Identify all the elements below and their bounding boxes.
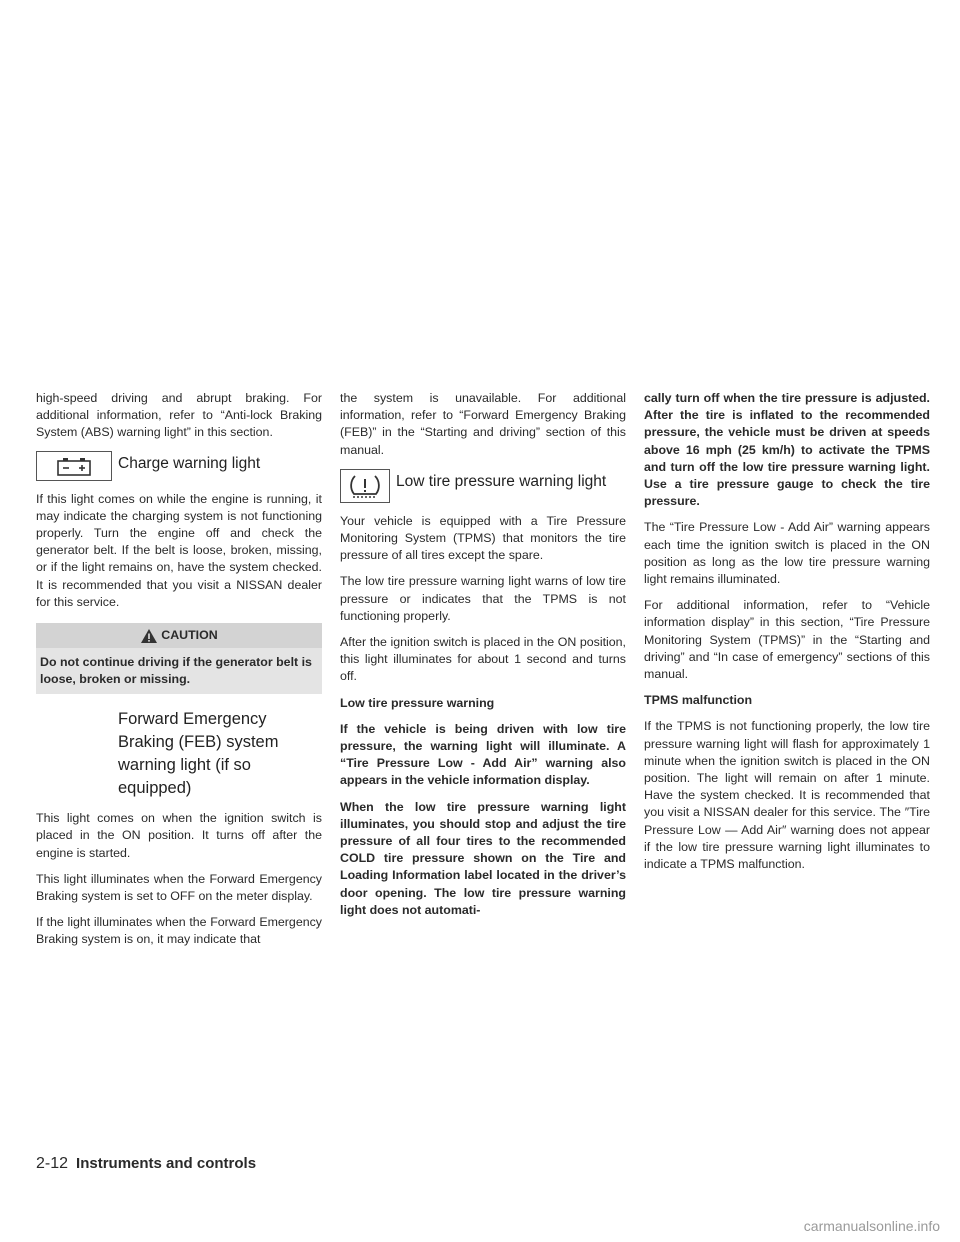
tpms-paragraph-3: After the ignition switch is placed in the ON position, this light illuminates for about 1 second and turns off. (340, 635, 626, 684)
feb-paragraph-1: This light comes on when the ignition switch is placed in the ON position. It turns off after the engine is started. (36, 811, 322, 860)
feb-warning-heading (118, 706, 322, 800)
section-title: Instruments and controls (76, 1155, 257, 1172)
feb-paragraph-3: If the light illuminates when the Forward Emergency Braking system is on, it may indicate that (36, 915, 322, 947)
tpms-bold-continued: cally turn off when the tire pressure is adjusted. After the tire is inflated to the recommended pressure, the vehicle must be driven at speeds above 16 mph (25 km/h) to activate the TPMS and turn off the low tire pressure warning light. Use a tire pressure gauge to check the tire pressure. (644, 391, 930, 509)
charge-warning-heading (36, 451, 322, 481)
tpms-bold-paragraph-2: When the low tire pressure warning light illuminates, you should stop and adjust the tire pressure of all four tires to the recommended COLD tire pressure shown on the Tire and Loading Information label located in the driver’s door opening. The low tire pressure warning light does not automati- (340, 799, 626, 917)
feb-warning-title: Forward Emergency Braking (FEB) system warning light (if so equipped) (118, 710, 279, 798)
feb-continued-paragraph: the system is unavailable. For additional information, refer to “Forward Emergency Braking (FEB)” in the “Starting and driving” section of this manual. (340, 391, 626, 457)
page-footer (36, 1155, 256, 1173)
column-1 (36, 390, 322, 958)
tpms-paragraph-2: The low tire pressure warning light warns of low tire pressure or indicates that the TPMS is not functioning properly. (340, 574, 626, 623)
tpms-warning-title: Low tire pressure warning light (396, 472, 607, 490)
tpms-paragraph-6: If the TPMS is not functioning properly, the low tire pressure warning light will flash for approximately 1 minute when the ignition switch is placed in the ON position. The light will remain on after 1 minute. Have the system checked. It is recommended that you visit a NISSAN dealer for this service. The ″Tire Pressure Low — Add Air″ warning does not appear if the low tire pressure warning light illuminates to indicate a TPMS malfunction. (644, 719, 930, 872)
watermark: carmanualsonline.info (803, 1218, 940, 1234)
column-3 (644, 390, 930, 882)
page-number: 2-12 (36, 1155, 69, 1172)
caution-text: Do not continue driving if the generator belt is loose, broken or missing. (40, 655, 312, 687)
feb-paragraph-2: This light illuminates when the Forward Emergency Braking system is set to OFF on the meter display. (36, 871, 322, 904)
tpms-paragraph-1: Your vehicle is equipped with a Tire Pressure Monitoring System (TPMS) that monitors the tire pressure of all tires except the spare. (340, 513, 626, 563)
low-tire-pressure-subheading: Low tire pressure warning (340, 695, 495, 710)
caution-box (36, 623, 322, 694)
tpms-paragraph-4: The “Tire Pressure Low - Add Air” warning appears each time the ignition switch is placed in the ON position as long as the low tire pressure warning light remains illuminated. (644, 520, 930, 587)
charge-warning-title: Charge warning light (118, 454, 261, 472)
tpms-paragraph-5: For additional information, refer to “Vehicle information display” in this section, “Tire Pressure Monitoring System (TPMS)” in the “Starting and driving” and “In case of emergency” sections of this manual. (644, 598, 930, 682)
warning-triangle-icon (140, 628, 158, 644)
caution-header (36, 623, 322, 648)
charge-paragraph: If this light comes on while the engine is running, it may indicate the charging system is not functioning properly. Turn the engine off and check the generator belt. If the belt is loose, broken, missing, or if the light remains on, have the system checked. It is recommended that you visit a NISSAN dealer for this service. (36, 491, 322, 609)
tpms-malfunction-subheading: TPMS malfunction (644, 693, 753, 708)
tpms-bold-paragraph-1: If the vehicle is being driven with low tire pressure, the warning light will illuminate. A “Tire Pressure Low - Add Air” warning also appears in the vehicle information display. (340, 721, 626, 788)
column-2 (340, 390, 626, 928)
battery-icon (36, 451, 112, 481)
tire-pressure-icon (340, 469, 390, 503)
caution-label: CAUTION (161, 628, 218, 643)
tpms-warning-heading (340, 469, 626, 503)
intro-paragraph: high-speed driving and abrupt braking. For additional information, refer to “Anti-lock Braking System (ABS) warning light” in this section. (36, 391, 322, 440)
